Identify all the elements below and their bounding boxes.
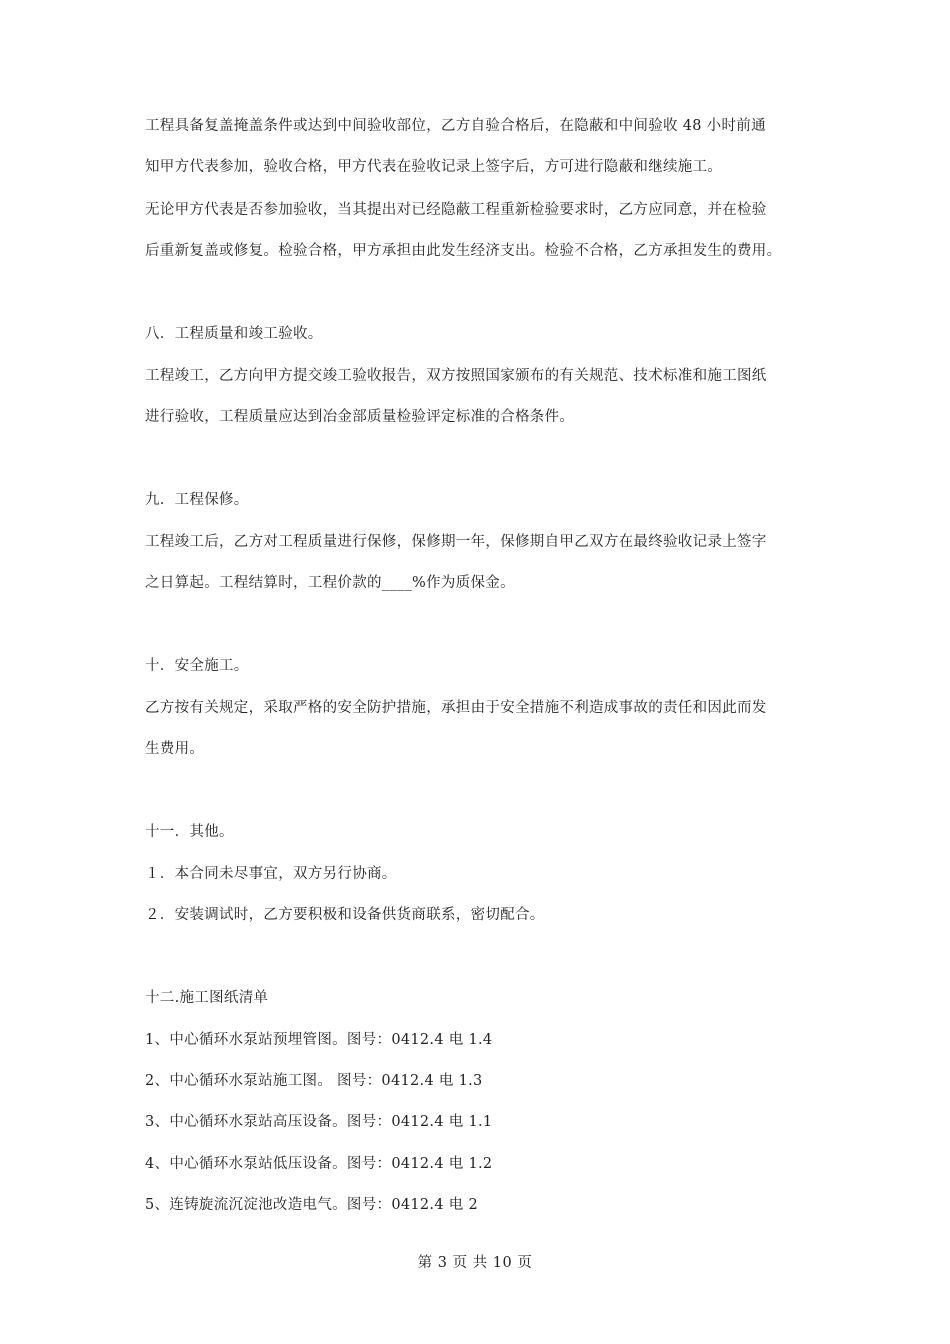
list-item: 2、中心循环水泵站施工图。 图号：0412.4 电 1.3 <box>145 1073 483 1089</box>
paragraph-line: 生费用。 <box>145 741 205 757</box>
list-item: ２．安装调试时，乙方要积极和设备供货商联系，密切配合。 <box>145 907 545 923</box>
paragraph-line: 乙方按有关规定，采取严格的安全防护措施，承担由于安全措施不利造成事故的责任和因此而发 <box>145 700 767 716</box>
paragraph-line: 工程竣工后，乙方对工程质量进行保修，保修期一年，保修期自甲乙双方在最终验收记录上签字 <box>145 534 767 550</box>
page-number-footer: 第 3 页 共 10 页 <box>417 1255 533 1271</box>
paragraph-line: 进行验收，工程质量应达到冶金部质量检验评定标准的合格条件。 <box>145 409 575 425</box>
section-heading: 十二.施工图纸清单 <box>145 990 269 1006</box>
paragraph-line: 之日算起。工程结算时，工程价款的____%作为质保金。 <box>145 575 515 591</box>
section-heading: 九．工程保修。 <box>145 492 249 508</box>
section-heading: 十．安全施工。 <box>145 658 249 674</box>
paragraph-line: 工程竣工，乙方向甲方提交竣工验收报告，双方按照国家颁布的有关规范、技术标准和施工图纸 <box>145 368 767 384</box>
list-item: 5、连铸旋流沉淀池改造电气。图号：0412.4 电 2 <box>145 1197 479 1213</box>
paragraph-line: 后重新复盖或修复。检验合格，甲方承担由此发生经济支出。检验不合格，乙方承担发生的费用。 <box>145 243 782 259</box>
list-item: 1、中心循环水泵站预埋管图。图号：0412.4 电 1.4 <box>145 1032 493 1048</box>
list-item: 4、中心循环水泵站低压设备。图号：0412.4 电 1.2 <box>145 1156 493 1172</box>
list-item: １．本合同未尽事宜，双方另行协商。 <box>145 866 397 882</box>
section-heading: 十一．其他。 <box>145 824 234 840</box>
list-item: 3、中心循环水泵站高压设备。图号：0412.4 电 1.1 <box>145 1114 493 1130</box>
paragraph-line: 工程具备复盖掩盖条件或达到中间验收部位，乙方自验合格后，在隐蔽和中间验收 48 小时前通 <box>145 118 766 134</box>
section-heading: 八．工程质量和竣工验收。 <box>145 326 323 342</box>
paragraph-line: 无论甲方代表是否参加验收，当其提出对已经隐蔽工程重新检验要求时，乙方应同意，并在检验 <box>145 202 767 218</box>
paragraph-line: 知甲方代表参加，验收合格，甲方代表在验收记录上签字后，方可进行隐蔽和继续施工。 <box>145 159 723 175</box>
